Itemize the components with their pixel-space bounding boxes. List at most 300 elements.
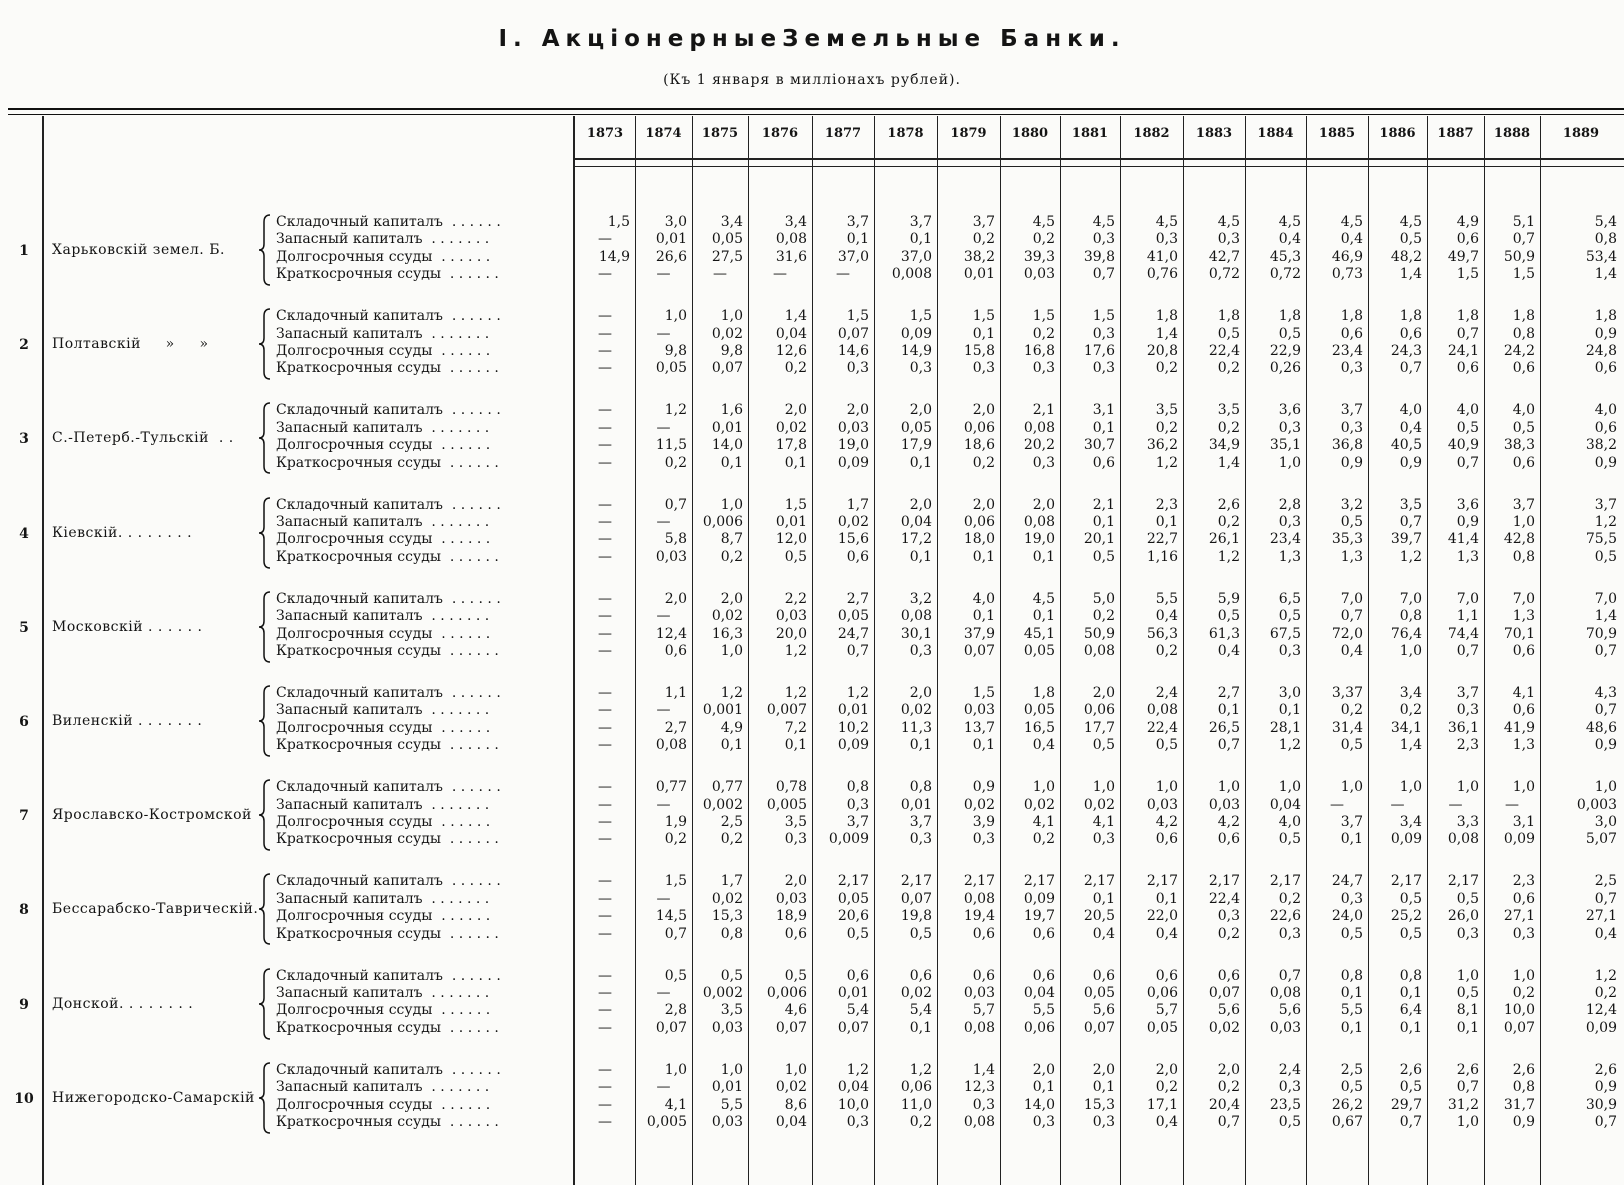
table-cell: 4,1 [1512,685,1535,701]
table-cell: 0,8 [1512,548,1535,565]
table-cell: 1,16 [1146,548,1178,565]
table-cell: 1,4 [1594,266,1617,283]
table-cell: 0,3 [1340,360,1363,377]
table-cell: 0,02 [837,513,869,530]
table-cell: 0,06 [1023,1019,1055,1036]
table-cell: 1,5 [846,308,869,325]
table-cell: 5,5 [1032,1002,1055,1019]
table-cell: 0,5 [1092,737,1115,754]
table-cell: 0,09 [1585,1019,1617,1036]
table-cell: 1,0 [720,642,743,659]
table-cell: 0,1 [1217,702,1240,719]
table-cell: 0,1 [1278,702,1301,719]
table-cell: 20,6 [837,908,869,925]
table-cell: 0,1 [784,737,807,754]
table-cell: 0,5 [664,967,687,984]
table-cell: — [656,325,671,342]
table-cell: 74,4 [1447,625,1479,642]
bank-name: Харьковскiй земел. Б. [52,242,225,258]
table-cell: 2,0 [1092,1061,1115,1078]
table-cell: 1,0 [1456,779,1479,796]
table-cell: 24,8 [1585,342,1617,359]
table-cell: 12,0 [775,531,807,548]
table-cell: 2,0 [972,402,995,419]
table-cell: 19,4 [963,908,995,925]
table-cell: — [656,419,671,436]
year-header: 1887 [1437,126,1474,141]
table-cell: 5,4 [1594,214,1617,230]
table-cell: 0,03 [775,890,807,907]
table-cell: 0,2 [1399,702,1422,719]
header-rule-thin [575,166,1624,167]
table-cell: 1,0 [1399,779,1422,796]
table-cell: 20,2 [1023,437,1055,454]
table-cell: 0,5 [1278,325,1301,342]
table-cell: 3,0 [1278,685,1301,701]
table-cell: — [1330,796,1344,813]
brace-icon [258,968,272,1040]
table-cell: 5,6 [1278,1002,1301,1019]
table-cell: 0,2 [1155,1079,1178,1096]
table-cell: 5,7 [1155,1002,1178,1019]
table-cell: 1,5 [972,308,995,325]
column-rule [1183,116,1184,1185]
row-label: Краткосрочныя ссуды . . . . . . [276,925,499,942]
table-cell: 3,5 [784,813,807,830]
table-cell: 0,03 [711,1019,743,1036]
table-cell: 0,3 [1032,1113,1055,1130]
table-cell: 0,72 [1269,266,1301,283]
bank-name: Кiевскiй. . . . . . . . [52,524,193,541]
table-cell: 3,2 [909,590,932,607]
table-cell: 19,8 [900,908,932,925]
table-cell: 38,2 [1585,437,1617,454]
table-cell: 0,3 [909,360,932,377]
table-cell: 0,8 [1512,1079,1535,1096]
row-label: Запасный капиталъ . . . . . . . [276,702,490,719]
table-cell: 0,3 [1155,231,1178,248]
table-cell: 36,1 [1447,719,1479,736]
table-cell: — [598,513,612,530]
table-cell: — [598,831,612,848]
table-cell: 4,1 [664,1096,687,1113]
row-label: Краткосрочныя ссуды . . . . . . [276,1019,499,1036]
table-cell: 0,4 [1092,925,1115,942]
table-cell: 0,08 [1083,642,1115,659]
table-cell: 5,9 [1217,590,1240,607]
table-cell: — [598,437,612,454]
table-cell: 0,1 [1032,1079,1055,1096]
table-cell: 1,3 [1512,737,1535,754]
table-cell: 0,5 [1399,1079,1422,1096]
table-cell: 4,2 [1155,813,1178,830]
table-cell: 0,06 [963,419,995,436]
brace-icon [258,779,272,851]
table-cell: 1,8 [1399,308,1422,325]
table-cell: 0,3 [1092,831,1115,848]
column-rule [748,116,749,1185]
table-cell: 0,9 [1399,454,1422,471]
table-cell: 0,08 [1146,702,1178,719]
table-cell: 0,05 [1083,984,1115,1001]
table-cell: 0,04 [837,1079,869,1096]
table-cell: 39,7 [1390,531,1422,548]
table-cell: 15,6 [837,531,869,548]
table-cell: 0,6 [1032,967,1055,984]
table-cell: 1,2 [1594,513,1617,530]
table-cell: 15,8 [963,342,995,359]
table-cell: 0,2 [1155,419,1178,436]
table-cell: 22,7 [1146,531,1178,548]
table-cell: 5,5 [1155,590,1178,607]
table-cell: 0,3 [1512,925,1535,942]
table-cell: 11,0 [900,1096,932,1113]
table-cell: 25,2 [1390,908,1422,925]
table-cell: 0,4 [1032,737,1055,754]
table-cell: 0,7 [1456,1079,1479,1096]
table-cell: 0,6 [972,925,995,942]
table-cell: 0,6 [664,642,687,659]
table-cell: 7,0 [1456,590,1479,607]
table-cell: 0,03 [963,702,995,719]
table-cell: 0,1 [1399,1019,1422,1036]
table-cell: 2,0 [846,402,869,419]
table-cell: 0,3 [1217,908,1240,925]
table-cell: 0,4 [1340,231,1363,248]
table-cell: 1,3 [1278,548,1301,565]
table-cell: 0,2 [972,454,995,471]
table-cell: 0,09 [1503,831,1535,848]
table-cell: 0,07 [837,1019,869,1036]
table-cell: 0,1 [909,231,932,248]
table-cell: 2,7 [846,590,869,607]
table-cell: 2,0 [1155,1061,1178,1078]
table-cell: 0,01 [711,419,743,436]
table-cell: 17,6 [1083,342,1115,359]
table-cell: 1,5 [1456,266,1479,283]
table-cell: 16,8 [1023,342,1055,359]
table-cell: 0,5 [1092,548,1115,565]
table-cell: 27,5 [711,248,743,265]
table-cell: 1,1 [664,685,687,701]
table-cell: 0,1 [972,737,995,754]
table-cell: 2,17 [1269,873,1301,890]
row-label: Складочный капиталъ . . . . . . [276,1061,501,1078]
table-cell: 5,8 [664,531,687,548]
table-cell: 0,6 [1092,967,1115,984]
table-cell: 0,02 [775,1079,807,1096]
year-header: 1880 [1011,126,1049,141]
table-cell: 0,5 [1217,325,1240,342]
table-cell: 0,6 [1512,360,1535,377]
table-cell: — [598,608,612,625]
table-cell: 48,2 [1390,248,1422,265]
table-cell: 2,17 [1447,873,1479,890]
table-cell: 2,0 [972,496,995,513]
table-cell: 0,04 [1023,984,1055,1001]
bank-name: Ярославско-Костромской [52,807,252,824]
table-cell: 0,6 [1092,454,1115,471]
table-cell: 0,5 [784,967,807,984]
table-cell: — [598,325,612,342]
table-cell: — [598,402,612,419]
table-cell: 1,9 [664,813,687,830]
table-cell: 0,3 [1278,925,1301,942]
table-cell: 0,06 [1146,984,1178,1001]
table-cell: 0,3 [1278,642,1301,659]
table-cell: 3,7 [909,813,932,830]
table-cell: 0,4 [1278,231,1301,248]
table-cell: 1,0 [1278,779,1301,796]
table-cell: 1,0 [720,496,743,513]
table-cell: 0,77 [711,779,743,796]
header-rule [575,158,1624,160]
table-cell: 29,7 [1390,1096,1422,1113]
table-cell: 10,0 [1503,1002,1535,1019]
table-cell: 3,4 [1399,813,1422,830]
table-cell: 17,2 [900,531,932,548]
table-cell: 3,5 [1217,402,1240,419]
table-cell: 0,01 [655,231,687,248]
table-cell: 35,1 [1269,437,1301,454]
table-cell: 0,2 [720,548,743,565]
table-cell: — [656,513,671,530]
table-cell: 0,3 [846,796,869,813]
column-rule [635,116,636,1185]
table-cell: 1,8 [1340,308,1363,325]
table-cell: 23,4 [1331,342,1363,359]
table-cell: 5,4 [846,1002,869,1019]
table-cell: 3,5 [720,1002,743,1019]
table-cell: 0,08 [1269,984,1301,1001]
table-cell: 10,0 [837,1096,869,1113]
column-rule [1306,116,1307,1185]
table-cell: 40,9 [1447,437,1479,454]
table-cell: 0,07 [775,1019,807,1036]
table-cell: — [656,702,671,719]
table-cell: 0,3 [1456,702,1479,719]
row-label: Складочный капиталъ . . . . . . [276,779,501,796]
table-cell: 1,4 [784,308,807,325]
table-cell: 0,3 [909,831,932,848]
table-cell: 4,0 [972,590,995,607]
table-cell: 0,7 [1217,1113,1240,1130]
table-cell: 2,0 [909,496,932,513]
table-cell: 42,7 [1208,248,1240,265]
year-header: 1875 [701,126,739,141]
table-cell: 0,09 [837,454,869,471]
table-cell: 0,7 [664,496,687,513]
table-cell: — [598,531,612,548]
table-cell: 0,005 [766,796,807,813]
brace-icon [258,308,272,380]
table-cell: 46,9 [1331,248,1363,265]
table-cell: 0,9 [1512,1113,1535,1130]
table-cell: 0,5 [1340,1079,1363,1096]
table-cell: 0,6 [909,967,932,984]
table-cell: 1,5 [1512,266,1535,283]
table-cell: 2,0 [1217,1061,1240,1078]
table-cell: 4,3 [1594,685,1617,701]
table-cell: 0,67 [1331,1113,1363,1130]
table-cell: 0,003 [1576,796,1617,813]
bank-number: 2 [19,337,29,354]
table-cell: 1,3 [1512,608,1535,625]
column-rule [812,116,813,1185]
table-cell: 1,4 [1217,454,1240,471]
table-cell: 0,1 [1092,513,1115,530]
table-cell: 0,3 [972,360,995,377]
table-cell: 0,07 [1208,984,1240,1001]
table-cell: 0,6 [784,925,807,942]
table-cell: 0,2 [1032,831,1055,848]
table-cell: 22,9 [1269,342,1301,359]
table-cell: 4,5 [1092,214,1115,230]
table-cell: 3,37 [1331,685,1363,701]
table-cell: 20,8 [1146,342,1178,359]
table-cell: 0,05 [837,890,869,907]
table-cell: 4,0 [1456,402,1479,419]
table-cell: 2,0 [664,590,687,607]
table-cell: 1,5 [607,214,630,230]
year-header: 1877 [824,126,862,141]
table-cell: 0,08 [963,1019,995,1036]
table-cell: 5,1 [1512,214,1535,230]
table-cell: 0,3 [1340,419,1363,436]
table-cell: 72,0 [1331,625,1363,642]
table-cell: 0,03 [963,984,995,1001]
table-cell: 3,4 [720,214,743,230]
table-cell: 0,9 [1594,454,1617,471]
table-cell: 0,006 [702,513,743,530]
table-cell: 18,0 [963,531,995,548]
table-cell: 0,6 [846,548,869,565]
year-header: 1883 [1195,126,1233,141]
table-cell: 0,5 [1340,737,1363,754]
table-cell: 0,08 [1023,419,1055,436]
row-label: Долгосрочныя ссуды . . . . . . [276,531,491,548]
table-cell: 45,1 [1023,625,1055,642]
table-cell: 0,02 [711,608,743,625]
table-cell: 0,01 [963,266,995,283]
table-cell: 0,4 [1155,1113,1178,1130]
table-cell: 0,02 [775,419,807,436]
table-cell: — [598,719,612,736]
table-cell: 1,8 [1032,685,1055,701]
year-header: 1882 [1133,126,1170,141]
table-cell: 0,3 [1032,360,1055,377]
table-cell: 17,8 [775,437,807,454]
table-cell: 2,3 [1512,873,1535,890]
table-cell: 0,6 [1512,454,1535,471]
table-cell: 1,8 [1594,308,1617,325]
table-cell: 0,6 [1399,325,1422,342]
table-cell: 3,0 [664,214,687,230]
row-label: Запасный капиталъ . . . . . . . [276,984,490,1001]
table-cell: 3,1 [1092,402,1115,419]
column-rule [1484,116,1485,1185]
table-cell: 37,0 [837,248,869,265]
table-cell: 0,2 [1217,925,1240,942]
table-cell: 3,7 [846,813,869,830]
table-cell: 0,5 [1456,984,1479,1001]
table-cell: 0,1 [909,1019,932,1036]
table-cell: 0,1 [1092,890,1115,907]
table-cell: 0,3 [1217,231,1240,248]
table-cell: 31,7 [1503,1096,1535,1113]
table-cell: 0,9 [1594,1079,1617,1096]
table-cell: 2,0 [1092,685,1115,701]
brace-icon [258,1062,272,1134]
table-cell: 0,05 [1023,642,1055,659]
table-cell: 0,4 [1340,642,1363,659]
table-cell: 2,6 [1399,1061,1422,1078]
table-cell: — [598,796,612,813]
table-cell: 2,1 [1032,402,1055,419]
table-cell: 0,2 [1217,360,1240,377]
table-cell: — [598,548,612,565]
year-header: 1889 [1562,126,1600,141]
table-cell: 0,05 [900,419,932,436]
year-header: 1884 [1257,126,1294,141]
table-cell: 4,2 [1217,813,1240,830]
table-cell: 24,2 [1503,342,1535,359]
table-cell: 3,7 [1512,496,1535,513]
table-cell: 1,5 [1092,308,1115,325]
table-cell: 0,3 [909,642,932,659]
table-cell: 0,6 [1155,967,1178,984]
table-cell: 4,0 [1278,813,1301,830]
table-cell: — [598,308,612,325]
table-cell: 5,0 [1092,590,1115,607]
table-cell: 31,6 [775,248,807,265]
table-cell: 1,2 [784,642,807,659]
table-cell: 0,7 [1456,642,1479,659]
table-cell: 3,7 [909,214,932,230]
table-cell: 0,6 [846,967,869,984]
table-cell: 0,01 [711,1079,743,1096]
table-cell: 0,07 [1503,1019,1535,1036]
table-cell: 5,5 [1340,1002,1363,1019]
table-cell: 0,2 [1155,642,1178,659]
table-cell: 0,3 [1092,360,1115,377]
table-cell: 0,01 [837,702,869,719]
table-cell: 12,4 [1585,1002,1617,1019]
table-cell: 0,2 [664,831,687,848]
table-cell: 0,5 [1512,419,1535,436]
table-cell: 0,6 [1456,231,1479,248]
row-label: Долгосрочныя ссуды . . . . . . [276,1096,491,1113]
table-cell: 0,002 [702,796,743,813]
table-cell: 0,2 [664,454,687,471]
year-header: 1885 [1318,126,1356,141]
bank-number: 7 [19,808,29,825]
table-cell: 2,0 [1032,496,1055,513]
table-cell: 1,7 [720,873,743,890]
top-rule-thin [8,114,1624,115]
table-cell: 0,1 [1092,419,1115,436]
brace-icon [258,591,272,663]
table-cell: 0,05 [711,231,743,248]
table-cell: 67,5 [1269,625,1301,642]
row-label: Краткосрочныя ссуды . . . . . . [276,831,499,848]
table-cell: 4,5 [1278,214,1301,230]
row-label: Краткосрочныя ссуды . . . . . . [276,454,499,471]
table-cell: 1,0 [1155,779,1178,796]
table-cell: 4,5 [1399,214,1422,230]
table-cell: 38,3 [1503,437,1535,454]
table-cell: 0,04 [900,513,932,530]
